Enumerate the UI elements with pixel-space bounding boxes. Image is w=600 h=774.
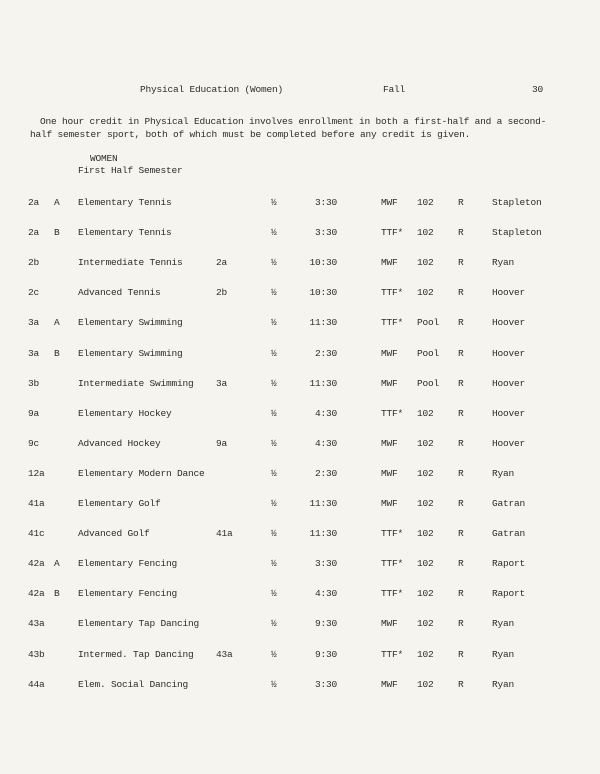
- room: 102: [417, 257, 434, 269]
- code: R: [458, 407, 464, 419]
- credit-hours: ½: [271, 347, 277, 359]
- class-time: 4:30: [314, 407, 337, 419]
- room: 102: [417, 437, 434, 449]
- course-number: 3b: [28, 377, 40, 389]
- course-number: 41a: [28, 498, 45, 509]
- code: R: [458, 287, 464, 299]
- course-number: 2a: [28, 227, 40, 239]
- section-letter: B: [54, 347, 60, 359]
- class-time: 3:30: [314, 227, 337, 239]
- course-number: 41c: [28, 528, 45, 540]
- code: R: [458, 227, 464, 239]
- course-name: Advanced Tennis: [78, 287, 161, 299]
- section-subtitle: First Half Semester: [78, 165, 183, 176]
- instructor: Ryan: [492, 678, 515, 690]
- section-letter: A: [54, 197, 60, 208]
- course-name: Elementary Fencing: [78, 558, 178, 570]
- section-letter: A: [54, 558, 60, 570]
- class-days: MWF: [381, 467, 398, 479]
- term-label: Fall: [383, 84, 406, 95]
- course-number: 2a: [28, 197, 40, 208]
- prerequisite: 2a: [216, 257, 228, 269]
- course-name: Elementary Hockey: [78, 407, 172, 419]
- class-days: TTF*: [381, 317, 404, 329]
- class-days: MWF: [381, 197, 398, 208]
- credit-hours: ½: [271, 678, 277, 690]
- credit-hours: ½: [271, 437, 277, 449]
- class-days: MWF: [381, 347, 398, 359]
- course-name: Elementary Tennis: [78, 227, 172, 239]
- credit-hours: ½: [271, 197, 277, 208]
- course-name: Advanced Hockey: [78, 437, 161, 449]
- table-row: [0, 438, 600, 452]
- course-name: Elementary Swimming: [78, 347, 183, 359]
- class-days: MWF: [381, 498, 398, 509]
- table-row: [0, 287, 600, 301]
- course-number: 3a: [28, 317, 40, 329]
- credit-hours: ½: [271, 528, 277, 540]
- class-days: MWF: [381, 437, 398, 449]
- class-time: 11:30: [309, 317, 337, 329]
- credit-hours: ½: [271, 317, 277, 329]
- page-title: Physical Education (Women): [140, 84, 284, 95]
- room: 102: [417, 558, 434, 570]
- class-time: 3:30: [314, 197, 337, 208]
- section-group: WOMEN: [90, 153, 118, 164]
- prerequisite: 41a: [216, 528, 233, 540]
- room: 102: [417, 287, 434, 299]
- table-row: [0, 468, 600, 482]
- prerequisite: 3a: [216, 377, 228, 389]
- course-name: Elementary Golf: [78, 498, 161, 509]
- page-number: 30: [532, 84, 544, 95]
- table-row: [0, 227, 600, 241]
- code: R: [458, 317, 464, 329]
- class-time: 2:30: [314, 347, 337, 359]
- course-number: 2b: [28, 257, 40, 269]
- code: R: [458, 528, 464, 540]
- room: 102: [417, 618, 434, 630]
- code: R: [458, 377, 464, 389]
- table-row: [0, 408, 600, 422]
- code: R: [458, 558, 464, 570]
- class-time: 11:30: [309, 498, 337, 509]
- instructor: Stapleton: [492, 197, 542, 208]
- class-time: 11:30: [309, 377, 337, 389]
- instructor: Raport: [492, 558, 526, 570]
- credit-hours: ½: [271, 407, 277, 419]
- room: Pool: [417, 347, 440, 359]
- course-number: 42a: [28, 588, 45, 600]
- class-time: 4:30: [314, 437, 337, 449]
- code: R: [458, 588, 464, 600]
- instructor: Ryan: [492, 467, 515, 479]
- room: 102: [417, 407, 434, 419]
- class-time: 9:30: [314, 618, 337, 630]
- credit-hours: ½: [271, 648, 277, 660]
- table-row: [0, 679, 600, 693]
- course-name: Intermed. Tap Dancing: [78, 648, 194, 660]
- class-time: 4:30: [314, 588, 337, 600]
- course-number: 12a: [28, 467, 45, 479]
- instructor: Hoover: [492, 407, 526, 419]
- credit-hours: ½: [271, 257, 277, 269]
- course-name: Advanced Golf: [78, 528, 150, 540]
- credit-hours: ½: [271, 467, 277, 479]
- instructor: Hoover: [492, 437, 526, 449]
- course-name: Elementary Fencing: [78, 588, 178, 600]
- room: 102: [417, 498, 434, 509]
- section-letter: B: [54, 227, 60, 239]
- intro-line: One hour credit in Physical Education involves enrollment in both a first-half and a second-: [40, 116, 547, 127]
- class-time: 11:30: [309, 528, 337, 540]
- room: 102: [417, 467, 434, 479]
- course-name: Elem. Social Dancing: [78, 678, 189, 690]
- instructor: Hoover: [492, 317, 526, 329]
- room: Pool: [417, 317, 440, 329]
- prerequisite: 9a: [216, 437, 228, 449]
- credit-hours: ½: [271, 287, 277, 299]
- class-time: 3:30: [314, 558, 337, 570]
- prerequisite: 43a: [216, 648, 233, 660]
- credit-hours: ½: [271, 588, 277, 600]
- room: 102: [417, 648, 434, 660]
- course-number: 9c: [28, 437, 40, 449]
- code: R: [458, 197, 464, 208]
- course-number: 43b: [28, 648, 45, 660]
- code: R: [458, 498, 464, 509]
- prerequisite: 2b: [216, 287, 228, 299]
- class-time: 2:30: [314, 467, 337, 479]
- section-letter: B: [54, 588, 60, 600]
- class-days: TTF*: [381, 287, 404, 299]
- course-name: Intermediate Swimming: [78, 377, 194, 389]
- table-row: [0, 317, 600, 331]
- table-row: [0, 649, 600, 663]
- class-days: TTF*: [381, 648, 404, 660]
- code: R: [458, 437, 464, 449]
- class-time: 9:30: [314, 648, 337, 660]
- class-days: TTF*: [381, 588, 404, 600]
- course-name: Elementary Tennis: [78, 197, 172, 208]
- room: 102: [417, 678, 434, 690]
- code: R: [458, 618, 464, 630]
- class-days: MWF: [381, 618, 398, 630]
- course-name: Elementary Swimming: [78, 317, 183, 329]
- instructor: Raport: [492, 588, 526, 600]
- instructor: Ryan: [492, 257, 515, 269]
- instructor: Hoover: [492, 377, 526, 389]
- class-time: 3:30: [314, 678, 337, 690]
- course-number: 9a: [28, 407, 40, 419]
- table-row: [0, 498, 600, 512]
- credit-hours: ½: [271, 377, 277, 389]
- course-number: 43a: [28, 618, 45, 630]
- class-days: TTF*: [381, 528, 404, 540]
- table-row: [0, 378, 600, 392]
- course-name: Elementary Modern Dance: [78, 467, 205, 479]
- credit-hours: ½: [271, 227, 277, 239]
- code: R: [458, 678, 464, 690]
- class-days: TTF*: [381, 407, 404, 419]
- course-number: 2c: [28, 287, 40, 299]
- instructor: Gatran: [492, 498, 526, 509]
- class-days: TTF*: [381, 227, 404, 239]
- instructor: Stapleton: [492, 227, 542, 239]
- class-days: MWF: [381, 257, 398, 269]
- table-row: [0, 528, 600, 542]
- instructor: Ryan: [492, 648, 515, 660]
- course-name: Intermediate Tennis: [78, 257, 183, 269]
- code: R: [458, 347, 464, 359]
- credit-hours: ½: [271, 558, 277, 570]
- instructor: Gatran: [492, 528, 526, 540]
- code: R: [458, 257, 464, 269]
- room: 102: [417, 227, 434, 239]
- instructor: Hoover: [492, 347, 526, 359]
- class-days: MWF: [381, 678, 398, 690]
- room: 102: [417, 588, 434, 600]
- table-row: [0, 558, 600, 572]
- instructor: Ryan: [492, 618, 515, 630]
- class-time: 10:30: [309, 257, 337, 269]
- instructor: Hoover: [492, 287, 526, 299]
- code: R: [458, 467, 464, 479]
- room: Pool: [417, 377, 440, 389]
- credit-hours: ½: [271, 498, 277, 509]
- course-name: Elementary Tap Dancing: [78, 618, 200, 630]
- intro-paragraph: [30, 115, 575, 141]
- table-row: [0, 197, 600, 211]
- table-row: [0, 348, 600, 362]
- course-number: 3a: [28, 347, 40, 359]
- course-number: 42a: [28, 558, 45, 570]
- room: 102: [417, 197, 434, 208]
- class-days: TTF*: [381, 558, 404, 570]
- section-letter: A: [54, 317, 60, 329]
- credit-hours: ½: [271, 618, 277, 630]
- class-time: 10:30: [309, 287, 337, 299]
- table-row: [0, 588, 600, 602]
- class-days: MWF: [381, 377, 398, 389]
- intro-line: half semester sport, both of which must be completed before any credit is given.: [30, 129, 471, 140]
- room: 102: [417, 528, 434, 540]
- table-row: [0, 618, 600, 632]
- course-number: 44a: [28, 678, 45, 690]
- code: R: [458, 648, 464, 660]
- table-row: [0, 257, 600, 271]
